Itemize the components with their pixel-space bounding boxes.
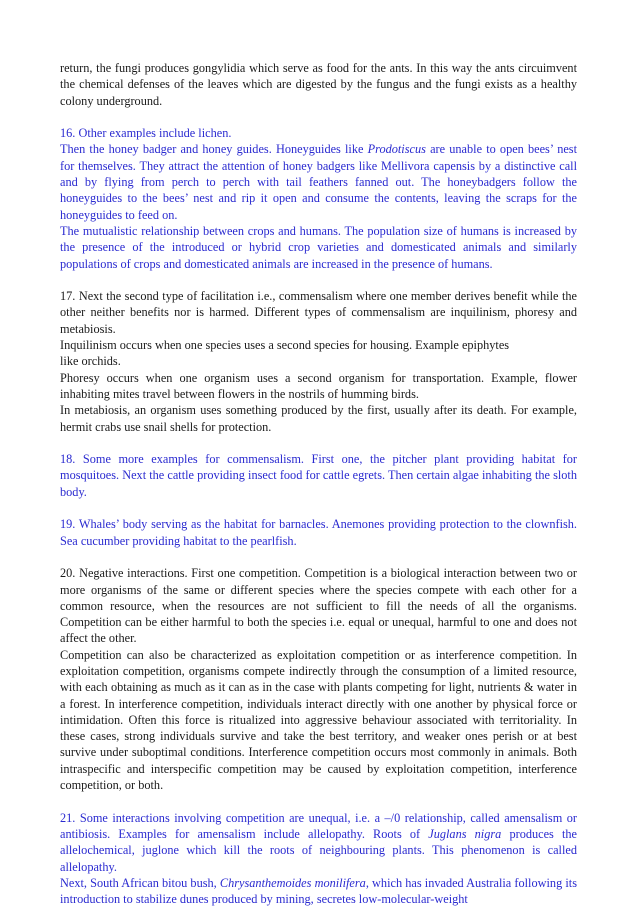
- paragraph-line: [60, 141, 577, 222]
- paragraph-text: 18. Some more examples for commensalism. First one, the pitcher plant providing habitat for mosquitoes. Next the cattle providing insect food for cattle egrets. Then certain algae inhabiting the sloth body.: [60, 452, 577, 499]
- species-name: Prodotiscus: [367, 142, 426, 157]
- paragraph-text: return, the fungi produces gongylidia which serve as food for the ants. In this way the ants circuimvent the chemical defenses of the leaves which are digested by the fungus and the fungi exists as a healthy colony underground.: [60, 61, 577, 108]
- paragraph-21-amensalism: [60, 810, 577, 907]
- paragraph-line: 20. Negative interactions. First one competition. Competition is a biological interaction between two or more organisms of the same or different species where the species compete with each other for a common resource, when the resources are not sufficient to fill the needs of all the organisms. Competition can be either harmful to both the species i.e. equal or unequal, harmful to one and does not affect the other.: [60, 566, 577, 646]
- paragraph-line: [60, 810, 577, 875]
- text-run: Next, South African bitou bush,: [60, 875, 220, 890]
- paragraph-line: In metabiosis, an organism uses something produced by the first, usually after its death. For example, hermit crabs use snail shells for protection.: [60, 403, 577, 434]
- paragraph-fungi-return: [60, 60, 577, 109]
- text-run: are unable to open bees’ nest for themselves. They attract the attention of honey badgers like Mellivora capensis by a distinctive call and by flying from perch to perch with tail feathers fanned out. The honeybadgers follow the honeyguides to the bees’ nest and rip it open and consume the contents, leaving the scraps for the honeyguides to feed on.: [60, 142, 577, 222]
- paragraph-line: like orchids.: [60, 354, 121, 369]
- paragraph-line: 16. Other examples include lichen.: [60, 126, 232, 141]
- species-name: Chrysanthemoides monilifera: [219, 875, 366, 890]
- text-run: produces the allelochemical, juglone which kill the roots of neighbouring plants. This phenomenon is called allelopathy.: [60, 826, 578, 874]
- species-name: Juglans nigra: [428, 826, 502, 841]
- paragraph-line: The mutualistic relationship between crops and humans. The population size of humans is increased by the presence of the introduced or hybrid crop varieties and domesticated animals and similarly populations of crops and domesticated animals are increased in the presence of humans.: [60, 223, 577, 271]
- text-run: Then the honey badger and honey guides. Honeyguides like: [60, 142, 368, 157]
- paragraph-19-commensalism-examples: [60, 516, 577, 549]
- document-body: [60, 60, 577, 907]
- paragraph-line: Inquilinism occurs when one species uses a second species for housing. Example epiphytes: [60, 338, 510, 353]
- text-run: 21. Some interactions involving competition are unequal, i.e. a –/0 relationship, called amensalism or antibiosis. Examples for amensalism include allelopathy. Roots of: [60, 810, 577, 841]
- paragraph-line: [60, 875, 577, 907]
- paragraph-line: Phoresy occurs when one organism uses a second organism for transportation. Example, flower inhabiting mites travel between flowers in the nostrils of humming birds.: [60, 370, 577, 401]
- paragraph-17-commensalism: [60, 288, 577, 435]
- text-run: , which has invaded Australia following its introduction to stabilize dunes produced by mining, secretes low-molecular-weight: [60, 875, 577, 907]
- paragraph-18-commensalism-examples: [60, 451, 577, 500]
- paragraph-20-competition: [60, 565, 577, 793]
- paragraph-line: Competition can also be characterized as exploitation competition or as interference competition. In exploitation competition, organisms compete indirectly through the consumption of a limited resource, with each obtaining as much as it can as in the case with plants competing for light, nutrients & water in a forest. In interference competition, individuals interact directly with one another by physical force or intimidation. Often this force is ritualized into aggressive behaviour associated with territoriality. In these cases, strong individuals survive and take the best territory, and weaker ones perish or at best survive under suboptimal conditions. Interference competition occurs most commonly in animals. Both intraspecific and interspecific competition may be caused by exploitation competition, interference competition, or both.: [60, 647, 577, 793]
- paragraph-line: 17. Next the second type of facilitation i.e., commensalism where one member derives benefit while the other neither benefits nor is harmed. Different types of commensalism are inquilinism, phoresy and metabiosis.: [60, 289, 577, 336]
- paragraph-text: 19. Whales’ body serving as the habitat for barnacles. Anemones providing protection to the clownfish. Sea cucumber providing habitat to the pearlfish.: [60, 517, 577, 548]
- paragraph-16-mutualism-examples: [60, 125, 577, 272]
